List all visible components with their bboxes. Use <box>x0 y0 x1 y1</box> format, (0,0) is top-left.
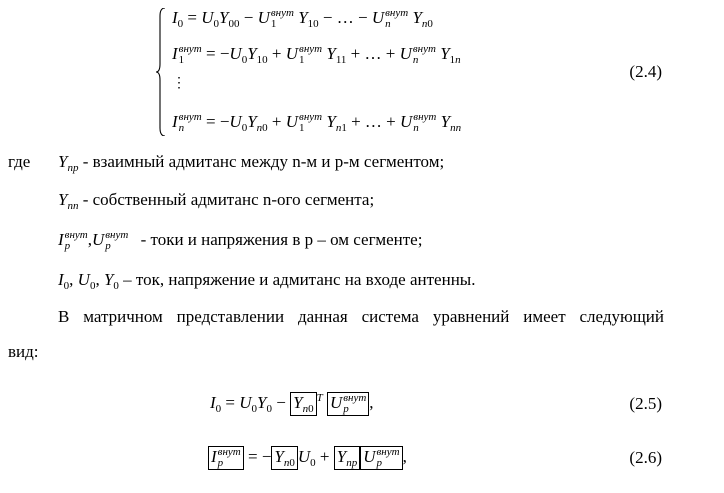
paragraph-line-2: вид: <box>8 342 39 361</box>
system-line-2: I внут 1 = $-U_0Y_{10} + U$ внут 1 $Y_{11}$ + … + U внут n $Y_{1n}$ <box>172 43 461 67</box>
equation-number-2-6: (2.6) <box>629 448 662 467</box>
where-label: где <box>8 152 31 171</box>
system-line-1: $I_0 = U_0Y_{00} - U$ внут 1 $Y_{10}$ − … − U внут n $Y_{n0}$ <box>172 7 433 31</box>
equation-number-2-4: (2.4) <box>629 62 662 81</box>
equation-number-2-5: (2.5) <box>629 394 662 413</box>
system-vdots: ⋮ <box>172 76 186 91</box>
def-ip-up: I внут p ,U внут p - токи и напряжения в р – ом сегменте; <box>58 229 423 253</box>
def-i0-u0-y0: $I_0$, $U_0$, $Y_0$ – ток, напряжение и адмитанс на входе антенны. <box>58 270 476 292</box>
def-ynn: $Y_{nn}$ - собственный адмитанс n-ого сегмента; <box>58 190 375 212</box>
def-ynp: $Y_{np}$ - взаимный адмитанс между n-м и p-м сегментом; <box>58 152 445 174</box>
paragraph-line-1: В матричном представлении данная система уравнений имеет следующий <box>58 307 664 326</box>
equation-2-6: I внут p = − $Y_{n0}$ $U_0 + Y_{np}$ U внут p , <box>208 446 407 470</box>
equation-2-5: $I_0 = U_0Y_0 - Y_{n0}^T$ U внут p , <box>210 392 374 416</box>
system-line-3: I внут n = $-U_0Y_{n0} + U$ внут 1 $Y_{n1}$ + … + U внут n $Y_{nn}$ <box>172 111 462 135</box>
left-brace <box>156 8 166 136</box>
